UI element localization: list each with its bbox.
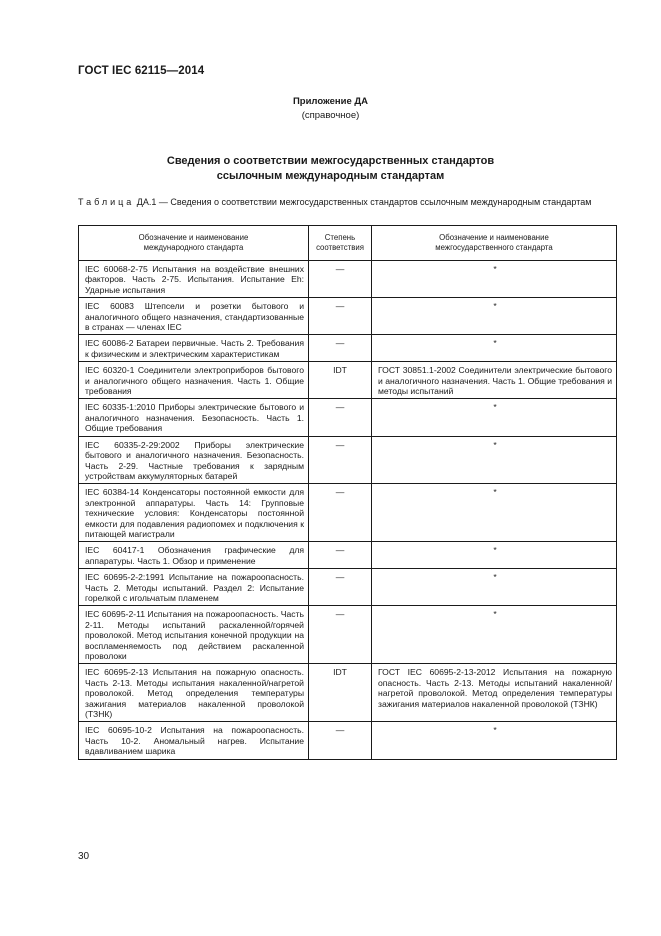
- cell-degree: —: [309, 261, 372, 298]
- header-degree-of-correspondence: Степень соответствия: [309, 226, 372, 261]
- table-row: [79, 362, 617, 399]
- table-row: [79, 335, 617, 362]
- cell-interstate: *: [372, 484, 617, 542]
- table-row: [79, 722, 617, 759]
- cell-international: IEC 60695-10-2 Испытания на пожароопасность. Часть 10-2. Аномальный нагрев. Испытание вдавливанием шарика: [79, 722, 309, 759]
- cell-degree: —: [309, 436, 372, 484]
- cell-interstate: *: [372, 606, 617, 664]
- cell-degree: —: [309, 399, 372, 436]
- cell-international: IEC 60335-2-29:2002 Приборы электрические бытового и аналогичного назначения. Безопасность. Часть 2-29. Частные требования к зарядным устройствам аккумуляторных батарей: [79, 436, 309, 484]
- cell-international: IEC 60086-2 Батареи первичные. Часть 2. Требования к физическим и электрическим характеристикам: [79, 335, 309, 362]
- annex-title: Приложение ДА: [292, 96, 369, 107]
- table-row: [79, 664, 617, 722]
- table-row: [79, 298, 617, 335]
- cell-international: IEC 60695-2-11 Испытания на пожароопасность. Часть 2-11. Методы испытаний раскаленной/горячей проволокой. Метод испытания конечной продукции на воспламеняемость под действием раскаленной проволоки: [79, 606, 309, 664]
- table-row: [79, 569, 617, 606]
- cell-international: IEC 60335-1:2010 Приборы электрические бытового и аналогичного назначения. Безопасность. Часть 1. Общие требования: [79, 399, 309, 436]
- header-international-standard: Обозначение и наименование международного стандарта: [79, 226, 309, 261]
- cell-interstate: *: [372, 436, 617, 484]
- cell-interstate: *: [372, 399, 617, 436]
- header-interstate-standard: Обозначение и наименование межгосударственного стандарта: [372, 226, 617, 261]
- cell-degree: —: [309, 298, 372, 335]
- cell-degree: IDT: [309, 362, 372, 399]
- table-caption-text: ДА.1 — Сведения о соответствии межгосударственных стандартов ссылочным международным стандартам: [134, 197, 592, 207]
- cell-international: IEC 60695-2-2:1991 Испытание на пожароопасность. Часть 2. Методы испытаний. Раздел 2: Испытание горелкой с игольчатым пламенем: [79, 569, 309, 606]
- cell-degree: —: [309, 335, 372, 362]
- page-number: 30: [78, 851, 90, 862]
- cell-international: IEC 60695-2-13 Испытания на пожарную опасность. Часть 2-13. Методы испытания накаленной/нагретой проволокой. Метод определения температуры зажигания материалов накаленной проволокой (ТЗНК): [79, 664, 309, 722]
- annex-heading: [0, 95, 661, 123]
- cell-interstate: ГОСТ 30851.1-2002 Соединители электрические бытового и аналогичного назначения. Часть 1. Общие требования и методы испытаний: [372, 362, 617, 399]
- table-row: [79, 261, 617, 298]
- table-row: [79, 436, 617, 484]
- table-row: [79, 606, 617, 664]
- section-title-line2: ссылочным международным стандартам: [216, 170, 445, 182]
- cell-degree: —: [309, 569, 372, 606]
- cell-international: IEC 60068-2-75 Испытания на воздействие внешних факторов. Часть 2-75. Испытания. Испытание Eh: Ударные испытания: [79, 261, 309, 298]
- correspondence-table: [78, 225, 617, 760]
- table-caption: [78, 197, 615, 208]
- cell-interstate: ГОСТ IEC 60695-2-13-2012 Испытания на пожарную опасность. Часть 2-13. Методы испытаний накаленной/нагретой проволокой. Метод определения температуры зажигания материалов накаленной проволокой (ТЗНК): [372, 664, 617, 722]
- cell-interstate: *: [372, 261, 617, 298]
- cell-international: IEC 60417-1 Обозначения графические для аппаратуры. Часть 1. Обзор и применение: [79, 542, 309, 569]
- cell-degree: —: [309, 606, 372, 664]
- table-header-row: [79, 226, 617, 261]
- standard-designation: ГОСТ IEC 62115—2014: [78, 65, 205, 77]
- cell-degree: —: [309, 722, 372, 759]
- annex-subtitle: (справочное): [301, 110, 360, 121]
- table-row: [79, 484, 617, 542]
- cell-degree: —: [309, 542, 372, 569]
- cell-interstate: *: [372, 569, 617, 606]
- table-caption-label: Таблица: [78, 197, 135, 207]
- table-row: [79, 542, 617, 569]
- cell-degree: —: [309, 484, 372, 542]
- section-title: [0, 154, 661, 184]
- cell-interstate: *: [372, 542, 617, 569]
- table-row: [79, 399, 617, 436]
- section-title-line1: Сведения о соответствии межгосударственных стандартов: [166, 155, 495, 167]
- cell-interstate: *: [372, 298, 617, 335]
- cell-interstate: *: [372, 335, 617, 362]
- cell-degree: IDT: [309, 664, 372, 722]
- cell-international: IEC 60384-14 Конденсаторы постоянной емкости для электронной аппаратуры. Часть 14: Групповые технические условия: Конденсаторы постоянной емкости для подавления радиопомех и подключения к питающей магистрали: [79, 484, 309, 542]
- cell-interstate: *: [372, 722, 617, 759]
- cell-international: IEC 60320-1 Соединители электроприборов бытового и аналогичного общего назначения. Часть 1. Общие требования: [79, 362, 309, 399]
- cell-international: IEC 60083 Штепсели и розетки бытового и аналогичного общего назначения, стандартизованные в странах — членах IEC: [79, 298, 309, 335]
